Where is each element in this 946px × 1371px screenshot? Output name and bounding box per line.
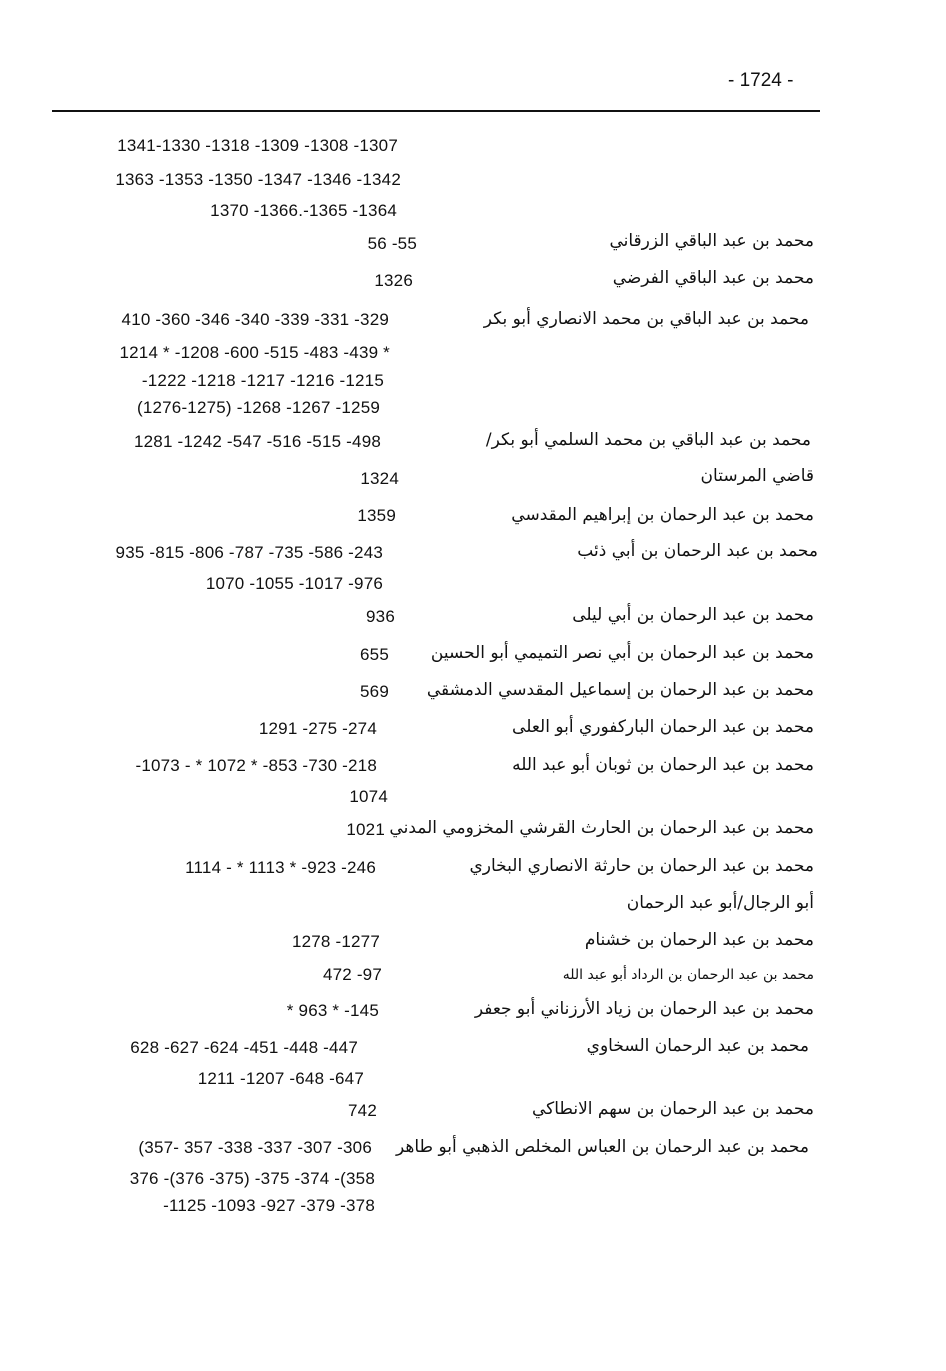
entry-page-refs: 655 <box>360 645 389 664</box>
entry-page-refs: 1370 -1366.-1365 -1364 <box>210 201 397 220</box>
header-rule <box>52 110 820 112</box>
entry-name: محمد بن عبد الرحمان السخاوي <box>586 1036 809 1056</box>
entry-name: محمد بن عبد الرحمان بن إسماعيل المقدسي الدمشقي <box>426 680 814 700</box>
entry-name: محمد بن عبد الرحمان بن أبي نصر التميمي أبو الحسين <box>430 643 814 663</box>
entry-page-refs: 742 <box>348 1101 377 1120</box>
entry-page-refs: -1073 - * 1072 * -853 -730 -218 <box>135 756 377 775</box>
entry-page-refs: 628 -627 -624 -451 -448 -447 <box>130 1038 358 1057</box>
entry-page-refs: 1363 -1353 -1350 -1347 -1346 -1342 <box>115 170 401 189</box>
entry-name: محمد بن عبد الرحمان بن إبراهيم المقدسي <box>511 505 814 525</box>
entry-page-refs: 936 <box>366 607 395 626</box>
entry-page-refs: (357- 357 -338 -337 -307 -306 <box>138 1138 372 1157</box>
entry-page-refs: 1214 * -1208 -600 -515 -483 -439 * <box>119 343 390 362</box>
entry-page-refs: 1021 <box>346 820 385 839</box>
entry-name: محمد بن عبد الرحمان الباركفوري أبو العلى <box>512 717 814 737</box>
entry-page-refs: 1114 - * 1113 * -923 -246 <box>185 858 376 877</box>
entry-page-refs: 1211 -1207 -648 -647 <box>197 1069 364 1088</box>
entry-page-refs: (1276-1275) -1268 -1267 -1259 <box>136 398 380 417</box>
entry-name: محمد بن عبد الباقي الفرضي <box>612 268 814 288</box>
entry-name: محمد بن عبد الرحمان بن زياد الأرزناني أبو جعفر <box>474 999 814 1019</box>
entry-page-refs: 56 -55 <box>367 234 417 253</box>
entry-page-refs: 1291 -275 -274 <box>258 719 377 738</box>
entry-page-refs: 1070 -1055 -1017 -976 <box>205 574 383 593</box>
entry-page-refs: 472 -97 <box>322 965 382 984</box>
entry-page-refs: 1341-1330 -1318 -1309 -1308 -1307 <box>117 136 398 155</box>
entry-page-refs: 569 <box>360 682 389 701</box>
page-number: - 1724 - <box>728 70 794 91</box>
entry-name: محمد بن عبد الرحمان بن الحارث القرشي المخزومي المدني <box>389 818 814 838</box>
entry-page-refs: -1125 -1093 -927 -379 -378 <box>163 1196 375 1215</box>
entry-page-refs: 1074 <box>349 787 388 806</box>
entry-name: محمد بن عبد الرحمان بن سهم الانطاكي <box>531 1099 814 1119</box>
entry-page-refs: 1281 -1242 -547 -516 -515 -498 <box>133 432 381 451</box>
entry-name: محمد بن عبد الباقي بن محمد السلمي أبو بكر/ <box>485 430 811 450</box>
entry-name: محمد بن عبد الباقي الزرقاني <box>609 231 814 251</box>
entry-page-refs: 935 -815 -806 -787 -735 -586 -243 <box>115 543 383 562</box>
entry-page-refs: -1222 -1218 -1217 -1216 -1215 <box>141 371 384 390</box>
entry-page-refs: 1278 -1277 <box>291 932 380 951</box>
entry-name: قاضي المرستان <box>700 466 814 486</box>
entry-name: أبو الرجال/أبو عبد الرحمان <box>626 893 814 913</box>
entry-name: محمد بن عبد الرحمان بن الرداد أبو عبد الله <box>562 967 814 983</box>
entry-name: محمد بن عبد الرحمان بن حارثة الانصاري البخاري <box>469 856 814 876</box>
entry-page-refs: 376 -(376 -375) -375 -374 -(358 <box>129 1169 375 1188</box>
entry-name: محمد بن عبد الرحمان بن العباس المخلص الذهبي أبو طاهر <box>396 1137 809 1157</box>
entry-page-refs: 1326 <box>374 271 413 290</box>
entry-page-refs: 410 -360 -346 -340 -339 -331 -329 <box>121 310 389 329</box>
entry-page-refs: 1359 <box>357 506 396 525</box>
entry-name: محمد بن عبد الرحمان بن أبي ذئب <box>577 541 818 561</box>
entry-page-refs: 1324 <box>360 469 399 488</box>
entry-name: محمد بن عبد الرحمان بن ثوبان أبو عبد الله <box>512 755 814 775</box>
entry-page-refs: * 963 * -145 <box>286 1001 379 1020</box>
entry-name: محمد بن عبد الرحمان بن خشنام <box>584 930 814 950</box>
entry-name: محمد بن عبد الرحمان بن أبي ليلى <box>572 605 814 625</box>
entry-name: محمد بن عبد الباقي بن محمد الانصاري أبو بكر <box>483 309 809 329</box>
